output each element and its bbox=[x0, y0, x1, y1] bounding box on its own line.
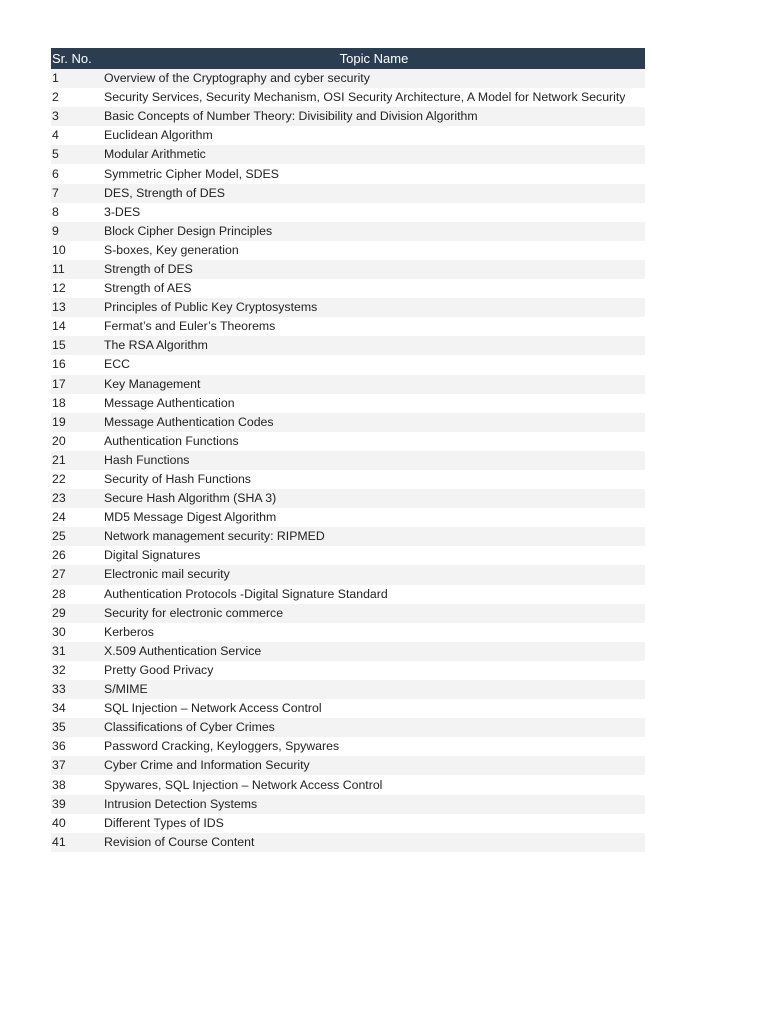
table-row bbox=[51, 336, 645, 355]
row-serial-number: 3 bbox=[51, 107, 103, 126]
row-serial-number: 20 bbox=[51, 432, 103, 451]
row-topic-name: Principles of Public Key Cryptosystems bbox=[103, 298, 645, 317]
row-serial-number: 41 bbox=[51, 833, 103, 852]
table-row bbox=[51, 489, 645, 508]
table-body bbox=[51, 69, 645, 852]
table-row bbox=[51, 527, 645, 546]
table-row bbox=[51, 317, 645, 336]
table-row bbox=[51, 432, 645, 451]
row-serial-number: 23 bbox=[51, 489, 103, 508]
row-topic-name: Digital Signatures bbox=[103, 546, 645, 565]
row-serial-number: 21 bbox=[51, 451, 103, 470]
table-row bbox=[51, 546, 645, 565]
row-serial-number: 13 bbox=[51, 298, 103, 317]
row-topic-name: Basic Concepts of Number Theory: Divisibility and Division Algorithm bbox=[103, 107, 645, 126]
row-topic-name: Authentication Functions bbox=[103, 432, 645, 451]
row-serial-number: 27 bbox=[51, 565, 103, 584]
row-serial-number: 10 bbox=[51, 241, 103, 260]
row-topic-name: Security of Hash Functions bbox=[103, 470, 645, 489]
row-topic-name: Electronic mail security bbox=[103, 565, 645, 584]
row-topic-name: Euclidean Algorithm bbox=[103, 126, 645, 145]
row-serial-number: 2 bbox=[51, 88, 103, 107]
row-serial-number: 7 bbox=[51, 184, 103, 203]
row-serial-number: 9 bbox=[51, 222, 103, 241]
row-serial-number: 6 bbox=[51, 164, 103, 183]
table-row bbox=[51, 145, 645, 164]
table-row bbox=[51, 184, 645, 203]
row-serial-number: 32 bbox=[51, 661, 103, 680]
row-topic-name: Symmetric Cipher Model, SDES bbox=[103, 164, 645, 183]
row-serial-number: 24 bbox=[51, 508, 103, 527]
row-topic-name: Modular Arithmetic bbox=[103, 145, 645, 164]
row-topic-name: Pretty Good Privacy bbox=[103, 661, 645, 680]
table-row bbox=[51, 222, 645, 241]
row-topic-name: Different Types of IDS bbox=[103, 814, 645, 833]
row-topic-name: Security Services, Security Mechanism, OSI Security Architecture, A Model for Network Security bbox=[103, 88, 645, 107]
row-topic-name: Secure Hash Algorithm (SHA 3) bbox=[103, 489, 645, 508]
table-row bbox=[51, 394, 645, 413]
row-topic-name: Password Cracking, Keyloggers, Spywares bbox=[103, 737, 645, 756]
row-topic-name: The RSA Algorithm bbox=[103, 336, 645, 355]
table-row bbox=[51, 604, 645, 623]
table-row bbox=[51, 775, 645, 794]
table-row bbox=[51, 508, 645, 527]
table-row bbox=[51, 661, 645, 680]
row-serial-number: 4 bbox=[51, 126, 103, 145]
row-topic-name: Spywares, SQL Injection – Network Access Control bbox=[103, 775, 645, 794]
row-serial-number: 18 bbox=[51, 394, 103, 413]
table-row bbox=[51, 470, 645, 489]
row-serial-number: 25 bbox=[51, 527, 103, 546]
row-topic-name: X.509 Authentication Service bbox=[103, 642, 645, 661]
row-serial-number: 39 bbox=[51, 795, 103, 814]
row-topic-name: Intrusion Detection Systems bbox=[103, 795, 645, 814]
table-row bbox=[51, 88, 645, 107]
row-serial-number: 1 bbox=[51, 69, 103, 88]
row-serial-number: 31 bbox=[51, 642, 103, 661]
table-row bbox=[51, 413, 645, 432]
row-serial-number: 34 bbox=[51, 699, 103, 718]
row-topic-name: Revision of Course Content bbox=[103, 833, 645, 852]
table-row bbox=[51, 565, 645, 584]
row-topic-name: Cyber Crime and Information Security bbox=[103, 756, 645, 775]
row-topic-name: Kerberos bbox=[103, 623, 645, 642]
table-row bbox=[51, 718, 645, 737]
row-topic-name: Classifications of Cyber Crimes bbox=[103, 718, 645, 737]
table-row bbox=[51, 375, 645, 394]
row-serial-number: 8 bbox=[51, 203, 103, 222]
row-serial-number: 35 bbox=[51, 718, 103, 737]
table-row bbox=[51, 164, 645, 183]
table-row bbox=[51, 126, 645, 145]
row-topic-name: S-boxes, Key generation bbox=[103, 241, 645, 260]
table-row bbox=[51, 756, 645, 775]
row-serial-number: 38 bbox=[51, 775, 103, 794]
table-row bbox=[51, 107, 645, 126]
header-topic-name: Topic Name bbox=[103, 48, 645, 69]
table-row bbox=[51, 642, 645, 661]
table-row bbox=[51, 795, 645, 814]
row-serial-number: 33 bbox=[51, 680, 103, 699]
row-serial-number: 37 bbox=[51, 756, 103, 775]
table-row bbox=[51, 585, 645, 604]
row-topic-name: Fermat’s and Euler’s Theorems bbox=[103, 317, 645, 336]
row-topic-name: Key Management bbox=[103, 375, 645, 394]
table-row bbox=[51, 623, 645, 642]
row-topic-name: DES, Strength of DES bbox=[103, 184, 645, 203]
row-serial-number: 40 bbox=[51, 814, 103, 833]
row-serial-number: 15 bbox=[51, 336, 103, 355]
table-row bbox=[51, 737, 645, 756]
row-serial-number: 19 bbox=[51, 413, 103, 432]
table-row bbox=[51, 680, 645, 699]
row-serial-number: 36 bbox=[51, 737, 103, 756]
table-row bbox=[51, 241, 645, 260]
row-serial-number: 14 bbox=[51, 317, 103, 336]
row-serial-number: 22 bbox=[51, 470, 103, 489]
row-serial-number: 30 bbox=[51, 623, 103, 642]
row-topic-name: Hash Functions bbox=[103, 451, 645, 470]
row-topic-name: Strength of AES bbox=[103, 279, 645, 298]
row-serial-number: 17 bbox=[51, 375, 103, 394]
row-serial-number: 11 bbox=[51, 260, 103, 279]
row-topic-name: ECC bbox=[103, 355, 645, 374]
row-topic-name: Network management security: RIPMED bbox=[103, 527, 645, 546]
topics-table bbox=[51, 48, 645, 852]
table-row bbox=[51, 298, 645, 317]
topics-sheet bbox=[51, 48, 645, 852]
header-serial-number: Sr. No. bbox=[51, 48, 103, 69]
table-row bbox=[51, 699, 645, 718]
row-topic-name: Message Authentication Codes bbox=[103, 413, 645, 432]
row-topic-name: MD5 Message Digest Algorithm bbox=[103, 508, 645, 527]
row-topic-name: 3-DES bbox=[103, 203, 645, 222]
table-row bbox=[51, 279, 645, 298]
table-row bbox=[51, 260, 645, 279]
row-serial-number: 26 bbox=[51, 546, 103, 565]
row-topic-name: Authentication Protocols -Digital Signature Standard bbox=[103, 585, 645, 604]
table-row bbox=[51, 833, 645, 852]
row-topic-name: SQL Injection – Network Access Control bbox=[103, 699, 645, 718]
row-topic-name: Overview of the Cryptography and cyber security bbox=[103, 69, 645, 88]
row-serial-number: 16 bbox=[51, 355, 103, 374]
row-topic-name: S/MIME bbox=[103, 680, 645, 699]
row-topic-name: Block Cipher Design Principles bbox=[103, 222, 645, 241]
header-row bbox=[51, 48, 645, 69]
row-topic-name: Message Authentication bbox=[103, 394, 645, 413]
table-row bbox=[51, 451, 645, 470]
row-serial-number: 5 bbox=[51, 145, 103, 164]
table-row bbox=[51, 69, 645, 88]
table-row bbox=[51, 203, 645, 222]
row-topic-name: Security for electronic commerce bbox=[103, 604, 645, 623]
table-row bbox=[51, 355, 645, 374]
row-serial-number: 29 bbox=[51, 604, 103, 623]
row-topic-name: Strength of DES bbox=[103, 260, 645, 279]
row-serial-number: 12 bbox=[51, 279, 103, 298]
table-header bbox=[51, 48, 645, 69]
row-serial-number: 28 bbox=[51, 585, 103, 604]
table-row bbox=[51, 814, 645, 833]
